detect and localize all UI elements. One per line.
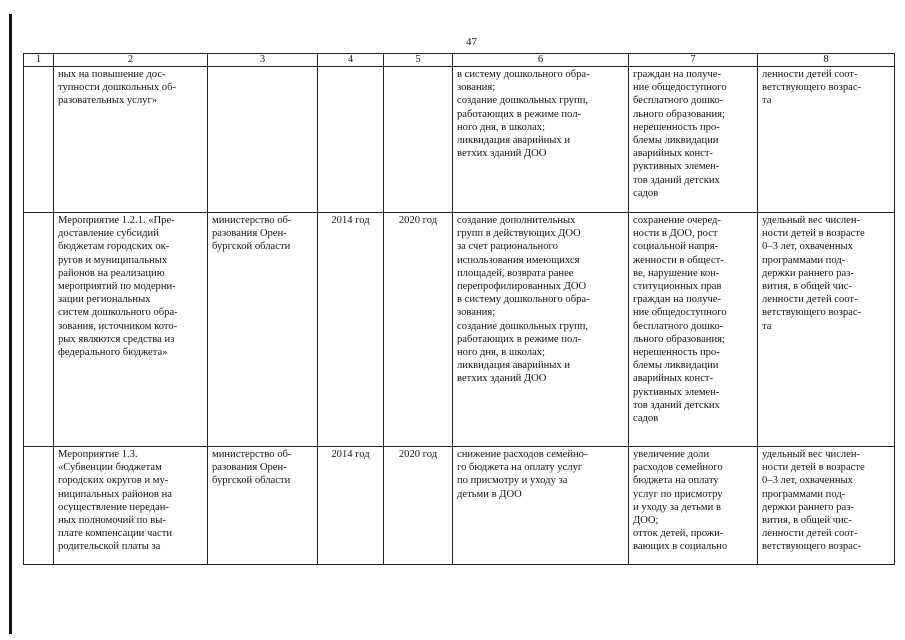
page-binding-line bbox=[9, 14, 12, 634]
row-index-cell bbox=[24, 447, 54, 565]
responsible-executor-cell: министерство об- разования Орен- бургской области bbox=[208, 213, 318, 447]
row-index-cell bbox=[24, 67, 54, 213]
activity-name-cell: Мероприятие 1.2.1. «Пре- доставление субсидий бюджетам городских ок- ругов и муниципальных районов на реализацию мероприятий по модерни- зации региональных систем дошкольного обра- зования, источником кото- рых являются средства из федерального бюджета» bbox=[54, 213, 208, 447]
start-year-cell bbox=[318, 67, 384, 213]
indicator-link-cell: удельный вес числен- ности детей в возрасте 0–3 лет, охваченных программами под- держки раннего раз- вития, в общей чис- ленности детей соот- ветствующего возрас- та bbox=[758, 213, 895, 447]
column-number-cell: 5 bbox=[384, 54, 453, 67]
page-number: 47 bbox=[466, 36, 477, 48]
start-year-cell: 2014 год bbox=[318, 213, 384, 447]
responsible-executor-cell: министерство об- разования Орен- бургской области bbox=[208, 447, 318, 565]
column-number-cell: 4 bbox=[318, 54, 384, 67]
expected-result-cell: в систему дошкольного обра- зования; создание дошкольных групп, работающих в режиме пол- ного дня, в школах; ликвидация аварийных и ветхих зданий ДОО bbox=[453, 67, 629, 213]
table-row bbox=[24, 447, 895, 565]
consequences-cell: сохранение очеред- ности в ДОО, рост социальной напря- женности в общест- ве, нарушение кон- ституционных прав граждан на получе- ние общедоступного бесплатного дошко- льного образования; нерешенность про- блемы ликвидации аварийных конст- руктивных элемен- тов зданий детских садов bbox=[629, 213, 758, 447]
end-year-cell bbox=[384, 67, 453, 213]
table-row bbox=[24, 213, 895, 447]
end-year-cell: 2020 год bbox=[384, 447, 453, 565]
column-number-cell: 3 bbox=[208, 54, 318, 67]
consequences-cell: увеличение доли расходов семейного бюджета на оплату услуг по присмотру и уходу за детьми в ДОО; отток детей, прожи- вающих в социально bbox=[629, 447, 758, 565]
indicator-link-cell: ленности детей соот- ветствующего возрас- та bbox=[758, 67, 895, 213]
column-number-cell: 8 bbox=[758, 54, 895, 67]
responsible-executor-cell bbox=[208, 67, 318, 213]
expected-result-cell: создание дополнительных групп в действующих ДОО за счет рационального использования имеющихся площадей, возврата ранее перепрофилированных ДОО в систему дошкольного обра- зования; создание дошкольных групп, работающих в режиме пол- ного дня, в школах; ликвидация аварийных и ветхих зданий ДОО bbox=[453, 213, 629, 447]
program-activities-table bbox=[23, 53, 895, 565]
indicator-link-cell: удельный вес числен- ности детей в возрасте 0–3 лет, охваченных программами под- держки раннего раз- вития, в общей чис- ленности детей соот- ветствующего возрас- bbox=[758, 447, 895, 565]
column-number-cell: 7 bbox=[629, 54, 758, 67]
activity-name-cell: ных на повышение дос- тупности дошкольных об- разовательных услуг» bbox=[54, 67, 208, 213]
activity-name-cell: Мероприятие 1.3. «Субвенции бюджетам городских округов и му- ниципальных районов на осуществление передан- ных полномочий по вы- плате компенсации части родительской платы за bbox=[54, 447, 208, 565]
start-year-cell: 2014 год bbox=[318, 447, 384, 565]
expected-result-cell: снижение расходов семейно- го бюджета на оплату услуг по присмотру и уходу за детьми в ДОО bbox=[453, 447, 629, 565]
consequences-cell: граждан на получе- ние общедоступного бесплатного дошко- льного образования; нерешенность про- блемы ликвидации аварийных конст- руктивных элемен- тов зданий детских садов bbox=[629, 67, 758, 213]
column-number-cell: 6 bbox=[453, 54, 629, 67]
column-number-cell: 1 bbox=[24, 54, 54, 67]
column-number-row bbox=[24, 54, 895, 67]
end-year-cell: 2020 год bbox=[384, 213, 453, 447]
column-number-cell: 2 bbox=[54, 54, 208, 67]
table-row bbox=[24, 67, 895, 213]
row-index-cell bbox=[24, 213, 54, 447]
